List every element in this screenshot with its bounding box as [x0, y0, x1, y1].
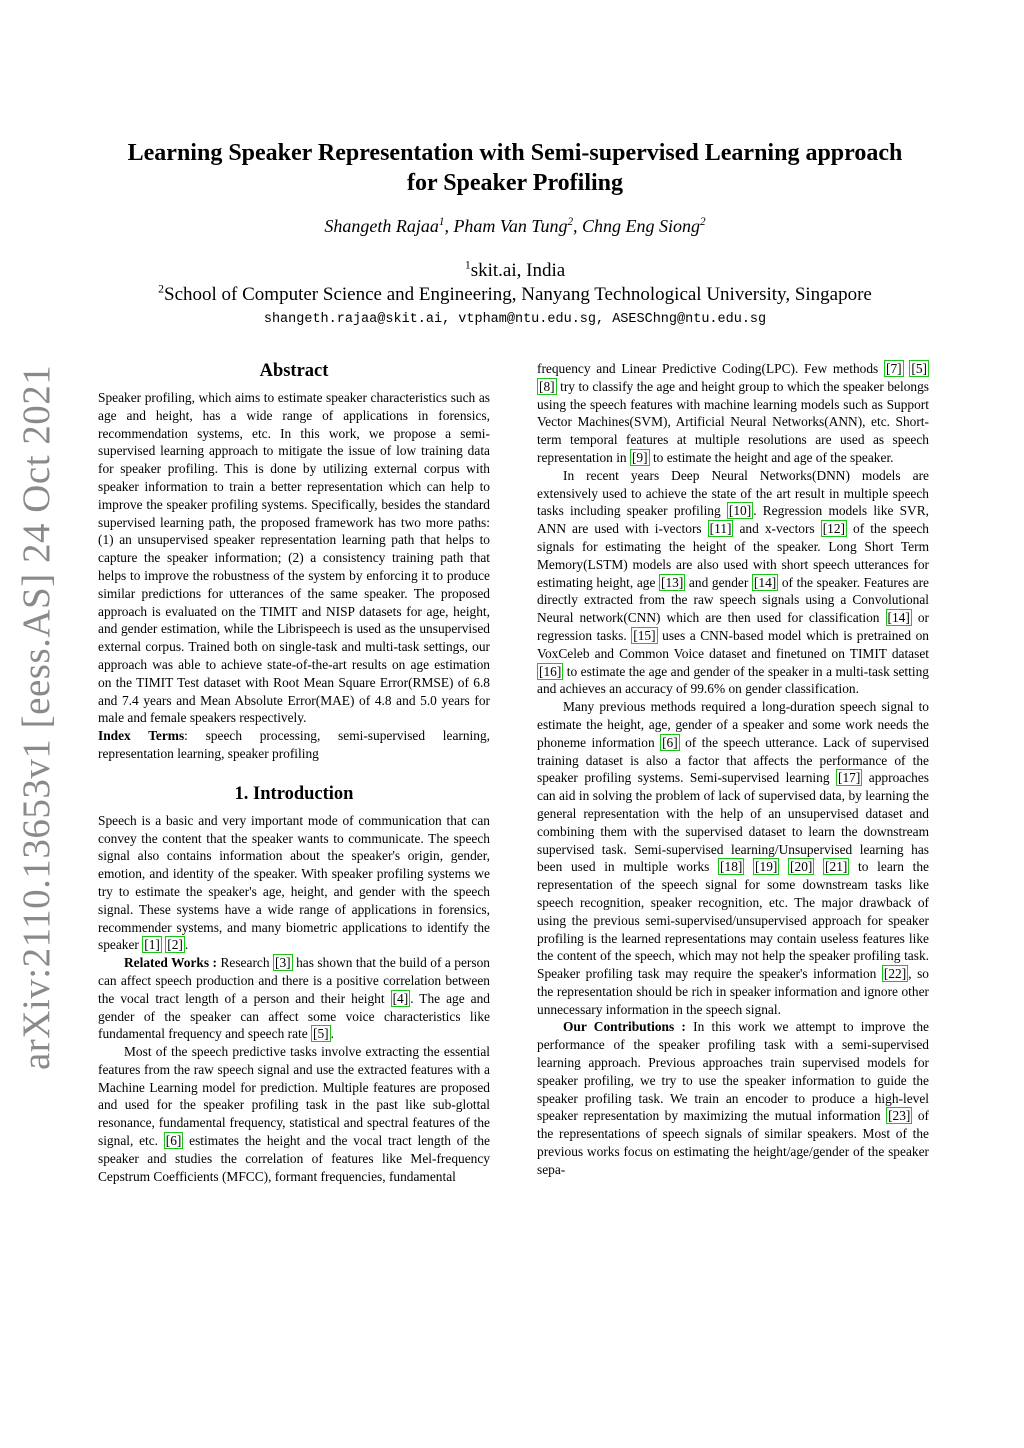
citation-link[interactable]: [20]	[790, 859, 813, 875]
contributions-paragraph	[537, 1018, 929, 1178]
abstract-body: Speaker profiling, which aims to estimate speaker characteristics such as age and height, has a wide range of applications in forensics, recommendation systems, etc. In this work, we propose a semi-supervised learning approach to mitigate the issue of low training data for speaker profiling. This is done by utilizing external corpus with speaker information to train a better representation which can help to improve the speaker profiling systems. Specifically, besides the standard supervised learning path, the proposed framework has two more paths: (1) an unsupervised speaker representation learning path that helps to capture the speaker information; (2) a consistency training path that helps to improve the robustness of the system by enforcing it to produce similar predictions for utterances of the same speaker. The proposed approach is evaluated on the TIMIT and NISP datasets for age, height, and gender estimation, while the Librispeech is used as the unsupervised external corpus. Trained both on single-task and multi-task settings, our approach was able to achieve state-of-the-art results on age estimation on the TIMIT Test dataset with Root Mean Square Error(RMSE) of 6.8 and 7.4 years and Mean Absolute Error(MAE) of 4.8 and 5.0 years for male and female speakers respectively.	[98, 390, 490, 726]
r1-text-a: frequency and Linear Predictive Coding(LPC). Few methods	[537, 361, 884, 376]
citation-link[interactable]: [3]	[275, 955, 291, 971]
affil-1-text: skit.ai, India	[470, 260, 566, 281]
r2-text-i: to estimate the age and gender of the speaker in a multi-task setting and achieves an accuracy of 99.6% on gender classification.	[537, 663, 929, 697]
abstract-heading: Abstract	[259, 361, 329, 381]
citation-link[interactable]: [15]	[633, 627, 656, 643]
citation-link[interactable]: [12]	[822, 521, 845, 537]
citation-link[interactable]: [21]	[825, 859, 848, 875]
index-terms	[98, 727, 490, 763]
author-list	[100, 216, 930, 237]
author-1-affil: 1	[438, 216, 445, 228]
author-emails[interactable]: shangeth.rajaa@skit.ai, vtpham@ntu.edu.sg, ASESChng@ntu.edu.sg	[263, 312, 767, 327]
citation-link[interactable]: [8]	[539, 378, 555, 394]
r3-text-e: , so the representation should be rich in speaker information and ignore other unnecessary information in the speech signal.	[537, 966, 929, 1017]
affil-2-text: School of Computer Science and Engineering, Nanyang Technological University, Singapore	[164, 284, 872, 305]
citation-link[interactable]: [6]	[165, 1133, 182, 1149]
citation-link[interactable]: [17]	[838, 770, 861, 786]
citation-link[interactable]: [19]	[755, 859, 778, 875]
contributions-label: Our Contributions :	[563, 1019, 686, 1035]
p3-text-a: Most of the speech predictive tasks involve extracting the essential features from the raw speech signal and use the extracted features with a Machine Learning model for prediction. Multiple features are proposed and used for the speaker profiling task in the past like sub-glottal resonance, fundamental frequency, statistical and spectral features of the signal, etc.	[98, 1044, 490, 1149]
r2-text-c: and x-vectors	[733, 521, 821, 537]
citation-link[interactable]: [16]	[539, 663, 562, 679]
author-3-affil: 2	[700, 216, 706, 228]
right-paragraph-3	[537, 698, 929, 1018]
intro-p1-text: Speech is a basic and very important mode of communication that can convey the content that the speaker wants to communicate. The speech signal also contains information about the speaker's origin, gender, emotion, and identity of the speaker. With speaker profiling systems we try to estimate the speaker's age, height, and gender with the speech signal. These systems have a wide range of applications in forensics, recommender systems, and many biometric applications to identify the speaker	[98, 812, 490, 953]
index-terms-label: Index Terms	[98, 728, 185, 744]
r2-text-d: of the speech signals for estimating the height of the speaker. Long Short Term Memory(LSTM) models are also used with short speech utterances for estimating height, age	[537, 521, 929, 590]
author-2: Pham Van Tung	[453, 216, 568, 236]
citation-link[interactable]: [23]	[888, 1108, 911, 1124]
r2-text-e: and gender	[685, 574, 752, 590]
r3-text-b: of the speech utterance. Lack of supervised training dataset is also a factor that affects the performance of the speaker profiling systems. Semi-supervised learning	[537, 734, 929, 786]
affiliation-2	[60, 284, 970, 306]
r1-text-b: try to classify the age and height group to which the speaker belongs using the speech features with machine learning models such as Support Vector Machines(SVM), Artificial Neural Networks(ANN), etc. Short-term temporal features at multiple resolutions are used as speech representation in	[537, 378, 929, 465]
citation-link[interactable]: [1]	[144, 937, 160, 953]
index-terms-text: : speech processing, semi-supervised learning, representation learning, speaker profiling	[98, 728, 490, 761]
r3-text-a: Many previous methods required a long-duration speech signal to estimate the height, age, gender of a speaker and some work needs the phoneme information	[537, 699, 929, 750]
citation-link[interactable]: [7]	[885, 361, 902, 376]
author-sep: ,	[573, 216, 583, 236]
right-column	[537, 360, 929, 1179]
related-works-label: Related Works :	[124, 955, 217, 971]
paper-title	[100, 138, 930, 198]
r3-text-d: to learn the representation of the speech signal for some downstream tasks like speech recognition, speaker recognition, etc. The major drawback of using the previous semi-supervised/unsupervised approach for speaker profiling is the learned representations may contain useless features like the content of the speech, which may not help the speaker profiling task. Speaker profiling task may require the speaker's information	[537, 859, 929, 982]
r1-text-c: to estimate the height and age of the speaker.	[649, 449, 894, 465]
left-column	[98, 360, 490, 1185]
citation-link[interactable]: [6]	[662, 734, 678, 750]
p3-text-b: estimates the height and the vocal tract length of the speaker and studies the correlation of features like Mel-frequency Cepstrum Coefficients (MFCC), formant frequencies, fundamental	[98, 1133, 490, 1184]
affil-2-mark: 2	[158, 282, 165, 296]
author-2-affil: 2	[567, 216, 574, 228]
oc-text-b: of the representations of speech signals of similar speakers. Most of the previous works focus on estimating the height/age/gender of the speaker sepa-	[537, 1108, 929, 1177]
citation-link[interactable]: [2]	[167, 937, 183, 953]
oc-text-a: In this work we attempt to improve the performance of the speaker profiling task with a semi-supervised learning approach. Previous approaches train supervised models for speaker profiling, we try to use the speaker information to guide the speaker profiling task. We train an encoder to produce a high-level speaker representation by maximizing the mutual information	[537, 1019, 929, 1124]
citation-link[interactable]: [11]	[709, 521, 732, 537]
citation-link[interactable]: [14]	[753, 574, 777, 590]
intro-paragraph-1	[98, 812, 490, 954]
rw-text-b: has shown that the build of a person can affect speech production and there is a positive correlation between the vocal tract length of a person and their height	[98, 955, 490, 1006]
right-paragraph-1	[537, 360, 929, 467]
introduction-heading: 1. Introduction	[234, 783, 354, 804]
citation-link[interactable]: [18]	[720, 859, 743, 875]
citation-link[interactable]: [10]	[728, 503, 752, 519]
intro-p1-end: .	[184, 937, 189, 953]
affiliation-1	[60, 260, 970, 282]
r3-text-c: approaches can aid in solving the problem of lack of supervised data, by learning the general representation with the help of an unsupervised dataset and combining them with the supervised dataset to learn the downstream supervised task. Semi-supervised learning/Unsupervised learning has been used in multiple works	[537, 770, 930, 875]
title-line-2: for Speaker Profiling	[407, 170, 623, 196]
citation-link[interactable]: [13]	[661, 574, 684, 590]
title-line-1: Learning Speaker Representation with Semi-supervised Learning approach	[127, 140, 903, 166]
r2-text-a: In recent years Deep Neural Networks(DNN) models are extensively used to achieve the state of the art result in multiple speech tasks including speaker profiling	[537, 467, 929, 519]
citation-link[interactable]: [9]	[631, 449, 648, 465]
citation-link[interactable]: [22]	[883, 966, 907, 982]
related-works-paragraph	[98, 954, 490, 1043]
right-paragraph-2	[537, 467, 929, 698]
rw-text-a: Research	[217, 955, 274, 971]
author-3: Chng Eng Siong	[582, 216, 701, 236]
affil-1-mark: 1	[464, 258, 471, 272]
author-1: Shangeth Rajaa	[324, 216, 439, 236]
arxiv-identifier: arXiv:2110.13653v1 [eess.AS] 24 Oct 2021	[15, 364, 58, 1070]
r2-text-b: . Regression models like SVR, ANN are used with i-vectors	[537, 503, 929, 537]
citation-link[interactable]: [5]	[313, 1026, 329, 1042]
citation-link[interactable]: [5]	[911, 361, 927, 376]
r2-text-h: uses a CNN-based model which is pretrained on VoxCeleb and Common Voice dataset and finetuned on TIMIT dataset	[537, 627, 929, 661]
intro-paragraph-3	[98, 1043, 490, 1185]
author-sep: ,	[444, 216, 454, 236]
rw-text-c: . The age and gender of the speaker can affect some voice characteristics like fundamental frequency and speech rate	[98, 990, 490, 1042]
rw-text-d: .	[330, 1026, 335, 1042]
citation-link[interactable]: [14]	[887, 610, 910, 626]
r2-text-g: or regression tasks.	[537, 610, 929, 643]
r2-text-f: of the speaker. Features are directly extracted from the raw speech signals using a Convolutional Neural network(CNN) which are then used for classification	[537, 574, 929, 626]
citation-link[interactable]: [4]	[392, 990, 409, 1006]
